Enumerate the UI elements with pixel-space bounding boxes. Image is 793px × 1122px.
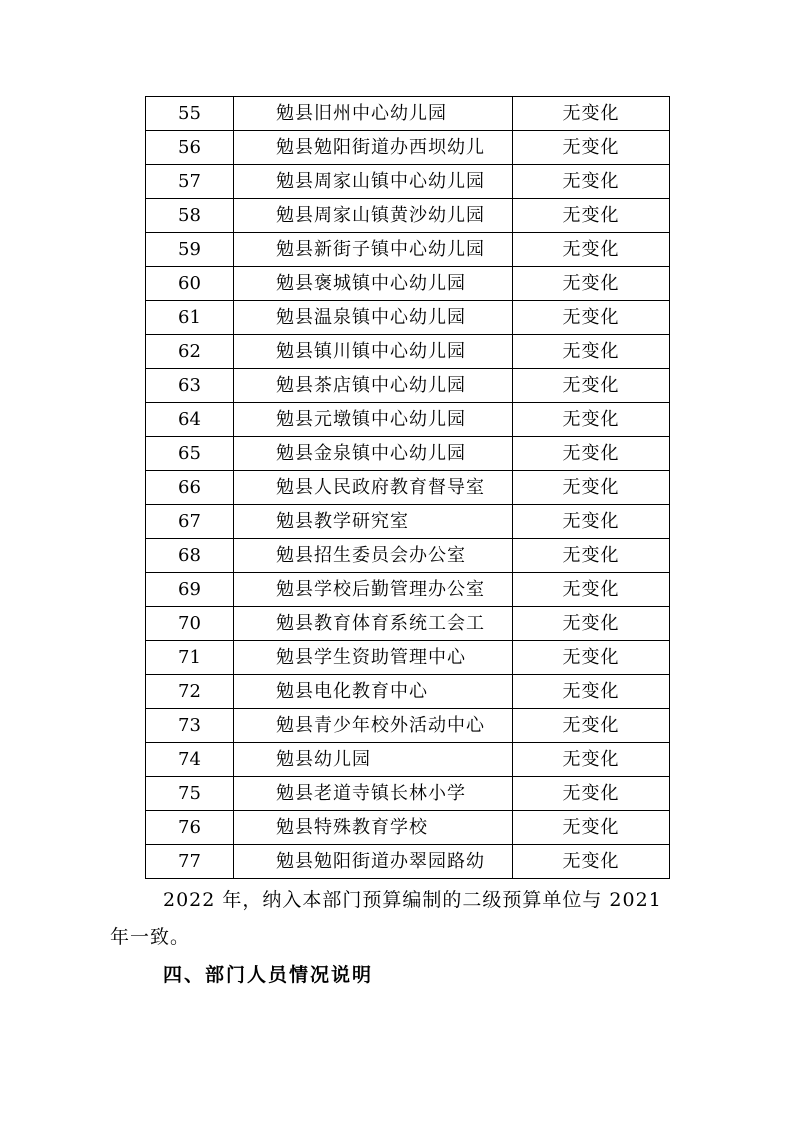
row-number: 66 (146, 471, 234, 505)
unit-name: 勉县金泉镇中心幼儿园 (234, 437, 513, 471)
unit-name: 勉县教育体育系统工会工 (234, 607, 513, 641)
table-body (146, 97, 670, 879)
table-row (146, 811, 670, 845)
change-status: 无变化 (513, 97, 670, 131)
unit-name: 勉县老道寺镇长林小学 (234, 777, 513, 811)
row-number: 62 (146, 335, 234, 369)
row-number: 74 (146, 743, 234, 777)
row-number: 70 (146, 607, 234, 641)
table-row (146, 641, 670, 675)
row-number: 61 (146, 301, 234, 335)
row-number: 71 (146, 641, 234, 675)
change-status: 无变化 (513, 131, 670, 165)
row-number: 60 (146, 267, 234, 301)
table-row (146, 471, 670, 505)
change-status: 无变化 (513, 709, 670, 743)
table-row (146, 743, 670, 777)
table-row (146, 267, 670, 301)
unit-name: 勉县勉阳街道办西坝幼儿 (234, 131, 513, 165)
unit-name: 勉县招生委员会办公室 (234, 539, 513, 573)
paragraph-line-1: 2022 年，纳入本部门预算编制的二级预算单位与 2021 (163, 889, 662, 911)
change-status: 无变化 (513, 233, 670, 267)
change-status: 无变化 (513, 165, 670, 199)
table-row (146, 301, 670, 335)
table-row (146, 777, 670, 811)
change-status: 无变化 (513, 369, 670, 403)
row-number: 59 (146, 233, 234, 267)
row-number: 77 (146, 845, 234, 879)
summary-paragraph (110, 882, 682, 956)
row-number: 55 (146, 97, 234, 131)
row-number: 73 (146, 709, 234, 743)
row-number: 56 (146, 131, 234, 165)
unit-name: 勉县周家山镇中心幼儿园 (234, 165, 513, 199)
change-status: 无变化 (513, 777, 670, 811)
table-row (146, 539, 670, 573)
change-status: 无变化 (513, 573, 670, 607)
unit-name: 勉县新街子镇中心幼儿园 (234, 233, 513, 267)
table-row (146, 369, 670, 403)
row-number: 75 (146, 777, 234, 811)
row-number: 72 (146, 675, 234, 709)
table-row (146, 335, 670, 369)
unit-name: 勉县人民政府教育督导室 (234, 471, 513, 505)
row-number: 58 (146, 199, 234, 233)
unit-name: 勉县茶店镇中心幼儿园 (234, 369, 513, 403)
change-status: 无变化 (513, 641, 670, 675)
row-number: 68 (146, 539, 234, 573)
change-status: 无变化 (513, 675, 670, 709)
change-status: 无变化 (513, 845, 670, 879)
change-status: 无变化 (513, 335, 670, 369)
row-number: 76 (146, 811, 234, 845)
table-row (146, 573, 670, 607)
row-number: 69 (146, 573, 234, 607)
table-row (146, 131, 670, 165)
row-number: 64 (146, 403, 234, 437)
unit-name: 勉县学生资助管理中心 (234, 641, 513, 675)
change-status: 无变化 (513, 471, 670, 505)
unit-name: 勉县镇川镇中心幼儿园 (234, 335, 513, 369)
unit-name: 勉县教学研究室 (234, 505, 513, 539)
row-number: 57 (146, 165, 234, 199)
unit-name: 勉县学校后勤管理办公室 (234, 573, 513, 607)
row-number: 65 (146, 437, 234, 471)
section-heading: 四、部门人员情况说明 (163, 964, 374, 986)
change-status: 无变化 (513, 539, 670, 573)
table-row (146, 97, 670, 131)
change-status: 无变化 (513, 811, 670, 845)
change-status: 无变化 (513, 437, 670, 471)
table-row (146, 505, 670, 539)
change-status: 无变化 (513, 743, 670, 777)
table-row (146, 233, 670, 267)
change-status: 无变化 (513, 301, 670, 335)
unit-name: 勉县幼儿园 (234, 743, 513, 777)
row-number: 67 (146, 505, 234, 539)
change-status: 无变化 (513, 199, 670, 233)
table-row (146, 845, 670, 879)
budget-units-table (145, 96, 670, 879)
unit-name: 勉县特殊教育学校 (234, 811, 513, 845)
change-status: 无变化 (513, 267, 670, 301)
change-status: 无变化 (513, 505, 670, 539)
table-row (146, 675, 670, 709)
table-row (146, 709, 670, 743)
unit-name: 勉县褒城镇中心幼儿园 (234, 267, 513, 301)
unit-name: 勉县电化教育中心 (234, 675, 513, 709)
change-status: 无变化 (513, 607, 670, 641)
unit-name: 勉县温泉镇中心幼儿园 (234, 301, 513, 335)
paragraph-line-2: 年一致。 (110, 926, 191, 948)
table-row (146, 165, 670, 199)
unit-name: 勉县元墩镇中心幼儿园 (234, 403, 513, 437)
table-row (146, 403, 670, 437)
table-row (146, 199, 670, 233)
unit-name: 勉县周家山镇黄沙幼儿园 (234, 199, 513, 233)
table-row (146, 607, 670, 641)
row-number: 63 (146, 369, 234, 403)
table-row (146, 437, 670, 471)
unit-name: 勉县青少年校外活动中心 (234, 709, 513, 743)
change-status: 无变化 (513, 403, 670, 437)
unit-name: 勉县勉阳街道办翠园路幼 (234, 845, 513, 879)
unit-name: 勉县旧州中心幼儿园 (234, 97, 513, 131)
